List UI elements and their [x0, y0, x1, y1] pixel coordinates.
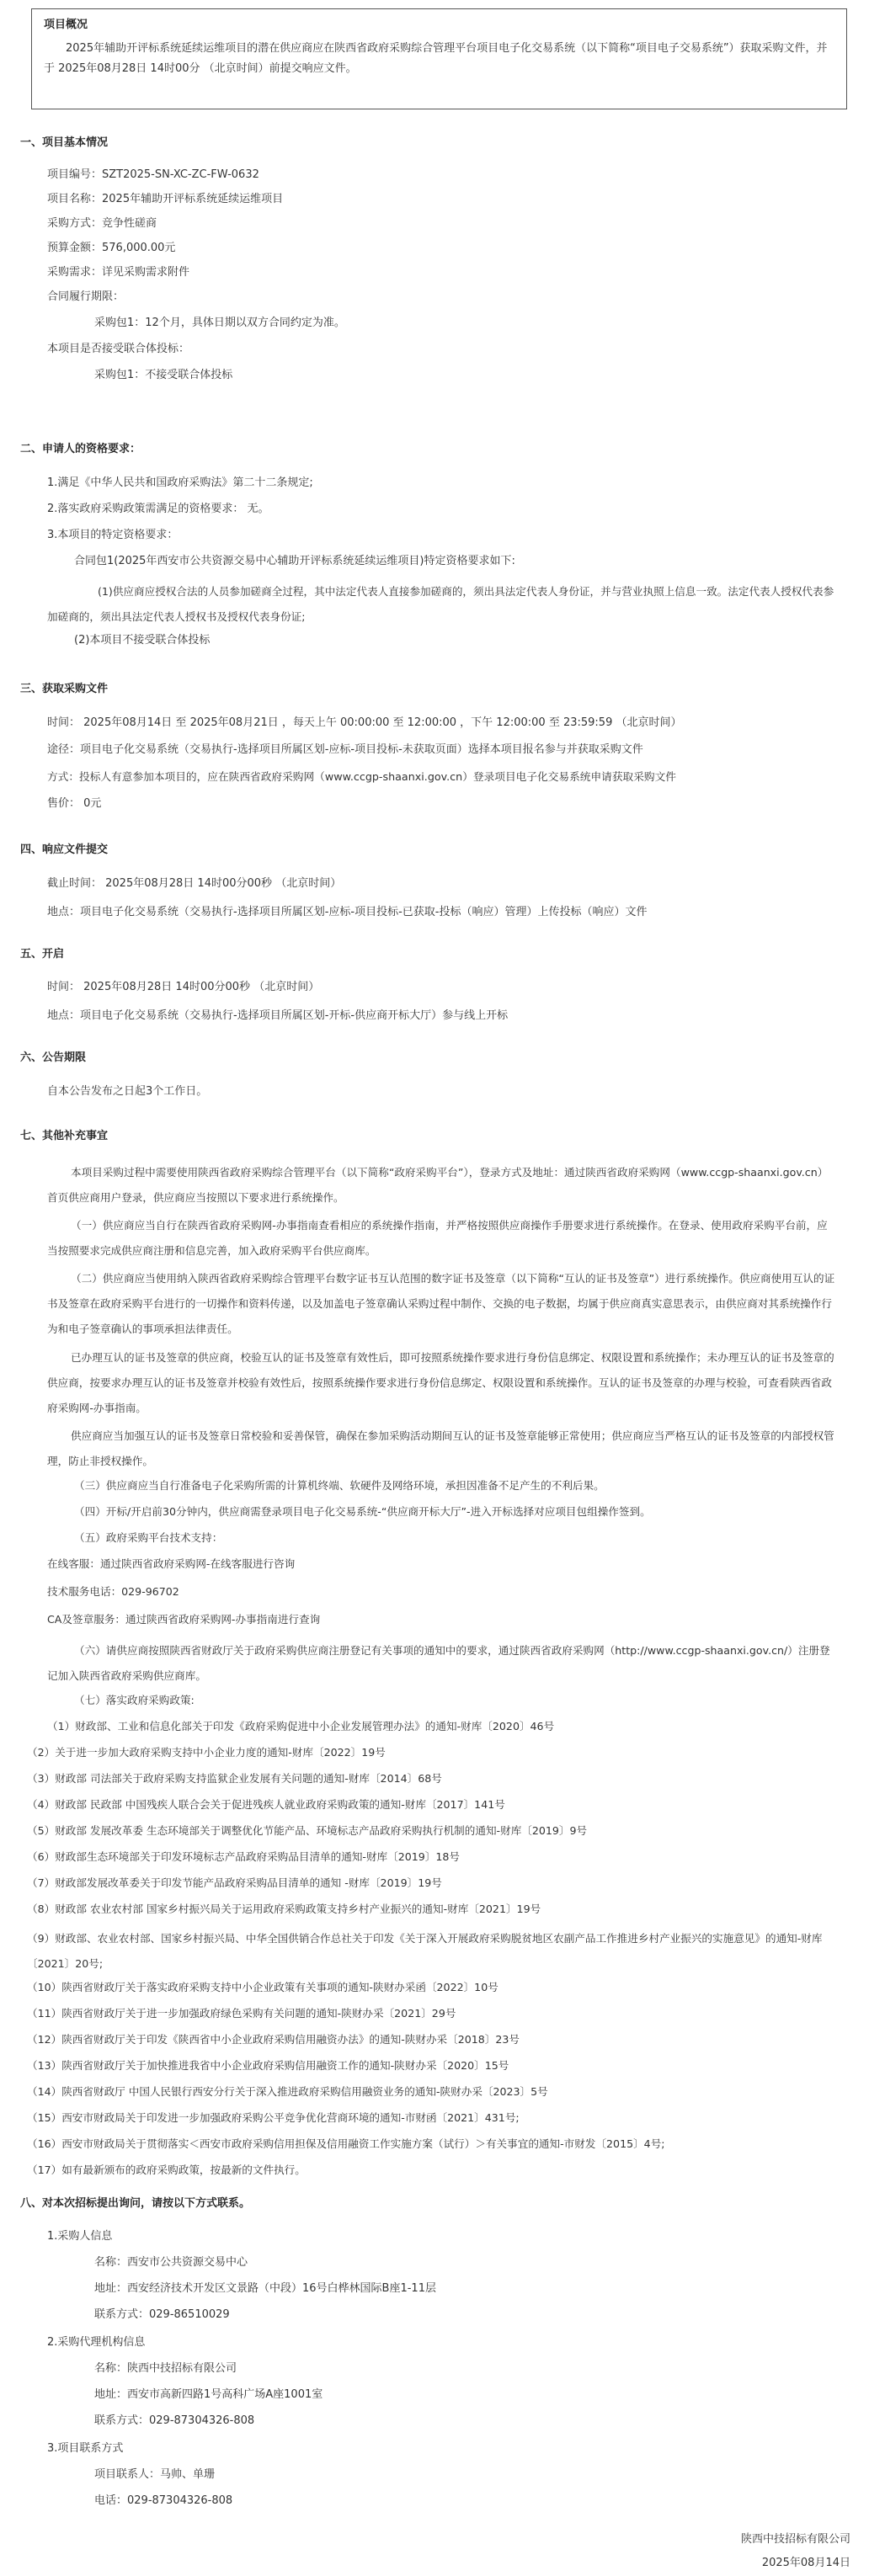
procurement-method: 采购方式：竞争性磋商 [47, 217, 157, 230]
agency-name: 名称：陕西中技招标有限公司 [94, 2362, 237, 2375]
guide-6: （六）请供应商按照陕西省财政厅关于政府采购供应商注册登记有关事项的通知中的要求，通过陕西省政府采购网（http://www.ccgp-shaanxi.gov.cn/）注册登记加入陕西省政府采购供应商库。 [47, 1644, 830, 1682]
purchaser-heading: 1.采购人信息 [47, 2230, 113, 2243]
agency-phone: 联系方式：029-87304326-808 [94, 2414, 255, 2427]
obtain-price: 售价： 0元 [47, 797, 102, 810]
policy-item: （7）财政部发展改革委关于印发节能产品政府采购品目清单的通知 -财库〔2019〕19号 [27, 1876, 442, 1889]
section-qualification [20, 440, 849, 459]
union-bid-value: 采购包1：不接受联合体投标 [94, 369, 233, 381]
budget-amount: 预算金额：576,000.00元 [47, 242, 176, 254]
policy-item: （5）财政部 发展改革委 生态环境部关于调整优化节能产品、环境标志产品政府采购执行机制的通知-财库〔2019〕9号 [27, 1824, 588, 1837]
section-heading: 三、获取采购文件 [20, 683, 109, 695]
section-heading: 七、其他补充事宜 [20, 1130, 109, 1142]
project-number: 项目编号：SZT2025-SN-XC-ZC-FW-0632 [47, 168, 259, 181]
section-supplementary [20, 1127, 849, 1146]
policy-item: （4）财政部 民政部 中国残疾人联合会关于促进残疾人就业政府采购政策的通知-财库〔2017〕141号 [27, 1798, 505, 1811]
section-heading: 一、项目基本情况 [20, 136, 109, 149]
section-opening [20, 945, 849, 964]
project-contact-heading: 3.项目联系方式 [47, 2442, 124, 2455]
policy-item: （13）陕西省财政厅关于加快推进我省中小企业政府采购信用融资工作的通知-陕财办采〔2020〕15号 [27, 2059, 509, 2072]
guide-2-cert: 已办理互认的证书及签章的供应商，校验互认的证书及签章有效性后，即可按照系统操作要求进行身份信息绑定、权限设置和系统操作；未办理互认的证书及签章的供应商，按要求办理互认的证书及签章并校验有效性后，按照系统操作要求进行身份信息绑定、权限设置和系统操作。互认的证书及签章的办理与校验，可查看陕西省政府采购网-办事指南。 [47, 1351, 834, 1414]
opening-time: 时间： 2025年08月28日 14时00分00秒 （北京时间） [47, 981, 320, 993]
section-contacts [20, 2195, 849, 2213]
section-supplementary-body [20, 1160, 849, 2187]
opening-place: 地点：项目电子化交易系统（交易执行-选择项目所属区划-开标-供应商开标大厅）参与线上开标 [47, 1009, 509, 1022]
section-heading: 六、公告期限 [20, 1051, 87, 1064]
procurement-demand: 采购需求：详见采购需求附件 [47, 266, 190, 279]
issuer-name: 陕西中技招标有限公司 [740, 2533, 850, 2546]
policy-item: （12）陕西省财政厅关于印发《陕西省中小企业政府采购信用融资办法》的通知-陕财办采〔2018〕23号 [27, 2033, 520, 2046]
contract-period-value: 采购包1：12个月，具体日期以双方合同约定为准。 [94, 317, 345, 329]
policy-item: （1）财政部、工业和信息化部关于印发《政府采购促进中小企业发展管理办法》的通知-财库〔2020〕46号 [47, 1720, 555, 1732]
policy-item: （6）财政部生态环境部关于印发环境标志产品政府采购品目清单的通知-财库〔2019〕18号 [27, 1850, 461, 1863]
purchaser-name: 名称：西安市公共资源交易中心 [94, 2256, 248, 2269]
obtain-time: 时间： 2025年08月14日 至 2025年08月21日 ，每天上午 00:00:00 至 12:00:00 ，下午 12:00:00 至 23:59:59 （北京时间） [47, 716, 682, 729]
summary-title: 项目概况 [44, 19, 88, 31]
package-requirement: 合同包1(2025年西安市公共资源交易中心辅助开评标系统延续运维项目)特定资格要求如下: [74, 555, 515, 567]
policy-item: （16）西安市财政局关于贯彻落实＜西安市政府采购信用担保及信用融资工作实施方案（试行）＞有关事宜的通知-市财发〔2015〕4号; [27, 2137, 665, 2150]
section-heading: 五、开启 [20, 948, 65, 961]
notice-period-text: 自本公告发布之日起3个工作日。 [47, 1085, 208, 1098]
issue-date: 2025年08月14日 [761, 2557, 850, 2569]
section-heading: 八、对本次招标提出询问，请按以下方式联系。 [20, 2197, 251, 2210]
agency-heading: 2.采购代理机构信息 [47, 2336, 146, 2349]
summary-text: 2025年辅助开评标系统延续运维项目的潜在供应商应在陕西省政府采购综合管理平台项目电子化交易系统（以下简称“项目电子交易系统”）获取采购文件，并于 2025年08月28日 14时00分 （北京时间）前提交响应文件。 [44, 42, 828, 75]
agency-address: 地址：西安市高新四路1号高科广场A座1001室 [94, 2388, 323, 2401]
submission-place: 地点：项目电子化交易系统（交易执行-选择项目所属区划-应标-项目投标-已获取-投标（响应）管理）上传投标（响应）文件 [47, 906, 648, 918]
qualification-1: 1.满足《中华人民共和国政府采购法》第二十二条规定; [47, 476, 313, 489]
section-heading: 四、响应文件提交 [20, 844, 109, 856]
policy-item: （17）如有最新颁布的政府采购政策，按最新的文件执行。 [27, 2164, 306, 2176]
guide-4: （四）开标/开启前30分钟内，供应商需登录项目电子化交易系统-“供应商开标大厅”-进入开标选择对应项目包组操作签到。 [74, 1505, 651, 1518]
section-obtain-documents [20, 680, 849, 699]
guide-5: （五）政府采购平台技术支持： [74, 1531, 223, 1544]
section-submission-body [20, 875, 849, 930]
section-basic-info-body [20, 166, 849, 392]
online-service: 在线客服：通过陕西省政府采购网-在线客服进行咨询 [47, 1557, 296, 1570]
project-summary-box [31, 8, 847, 109]
qualification-2: 2.落实政府采购政策需满足的资格要求： 无。 [47, 503, 269, 515]
policy-list [20, 1717, 837, 2187]
section-basic-info [20, 134, 849, 152]
requirement-2: (2)本项目不接受联合体投标 [74, 634, 211, 647]
section-heading: 二、申请人的资格要求： [20, 443, 141, 455]
section-submission [20, 841, 849, 860]
policy-item: （2）关于进一步加大政府采购支持中小企业力度的通知-财库〔2022〕19号 [27, 1746, 386, 1759]
union-bid-heading: 本项目是否接受联合体投标： [47, 343, 190, 355]
requirement-1: (1)供应商应授权合法的人员参加磋商全过程，其中法定代表人直接参加磋商的，须出具法定代表人身份证，并与营业执照上信息一致。法定代表人授权代表参加磋商的，须出具法定代表人授权书及授权代表身份证; [47, 585, 834, 623]
policy-item: （3）财政部 司法部关于政府采购支持监狱企业发展有关问题的通知-财库〔2014〕68号 [27, 1772, 442, 1785]
project-name: 项目名称：2025年辅助开评标系统延续运维项目 [47, 193, 284, 205]
section-qualification-body [20, 474, 849, 657]
platform-intro: 本项目采购过程中需要使用陕西省政府采购综合管理平台（以下简称“政府采购平台”），登录方式及地址：通过陕西省政府采购网（www.ccgp-shaanxi.gov.cn）首页供应商用户登录，供应商应当按照以下要求进行系统操作。 [47, 1166, 829, 1204]
section-opening-body [20, 978, 849, 1034]
section-notice-period [20, 1049, 849, 1067]
qualification-3: 3.本项目的特定资格要求： [47, 529, 179, 541]
project-contact-person: 项目联系人：马帅、单珊 [94, 2468, 216, 2481]
submission-deadline: 截止时间： 2025年08月28日 14时00分00秒 （北京时间） [47, 877, 342, 890]
policy-item: （9）财政部、农业农村部、国家乡村振兴局、中华全国供销合作总社关于印发《关于深入开展政府采购脱贫地区农副产品工作推进乡村产业振兴的实施意见》的通知-财库〔2021〕20号; [27, 1932, 823, 1970]
guide-7: （七）落实政府采购政策: [74, 1694, 195, 1706]
policy-item: （15）西安市财政局关于印发进一步加强政府采购公平竞争优化营商环境的通知-市财函〔2021〕431号; [27, 2111, 520, 2124]
purchaser-phone: 联系方式：029-86510029 [94, 2308, 230, 2321]
obtain-mode: 方式：投标人有意参加本项目的，应在陕西省政府采购网（www.ccgp-shaanxi.gov.cn）登录项目电子化交易系统申请获取采购文件 [47, 770, 676, 783]
ca-service: CA及签章服务：通过陕西省政府采购网-办事指南进行查询 [47, 1613, 321, 1626]
signature-block [598, 2531, 850, 2574]
guide-2: （二）供应商应当使用纳入陕西省政府采购综合管理平台数字证书互认范围的数字证书及签章（以下简称“互认的证书及签章”）进行系统操作。供应商使用互认的证书及签章在政府采购平台进行的一切操作和资料传递，以及加盖电子签章确认采购过程中制作、交换的电子数据，均属于供应商真实意思表示，由供应商对其系统操作行为和电子签章确认的事项承担法律责任。 [47, 1272, 835, 1335]
contract-period-heading: 合同履行期限： [47, 290, 125, 303]
policy-item: （11）陕西省财政厅关于进一步加强政府绿色采购有关问题的通知-陕财办采〔2021〕29号 [27, 2007, 456, 2020]
guide-3: （三）供应商应当自行准备电子化采购所需的计算机终端、软硬件及网络环境，承担因准备不足产生的不利后果。 [74, 1479, 605, 1492]
tech-phone: 技术服务电话：029-96702 [47, 1585, 179, 1598]
project-contact-phone: 电话：029-87304326-808 [94, 2494, 233, 2507]
section-notice-period-body [20, 1083, 849, 1101]
policy-item: （10）陕西省财政厅关于落实政府采购支持中小企业政策有关事项的通知-陕财办采函〔2022〕10号 [27, 1981, 498, 1993]
guide-1: （一）供应商应当自行在陕西省政府采购网-办事指南查看相应的系统操作指南，并严格按照供应商操作手册要求进行系统操作。在登录、使用政府采购平台前，应当按照要求完成供应商注册和信息完善，加入政府采购平台供应商库。 [47, 1219, 828, 1257]
policy-item: （8）财政部 农业农村部 国家乡村振兴局关于运用政府采购政策支持乡村产业振兴的通知-财库〔2021〕19号 [27, 1903, 541, 1915]
section-obtain-documents-body [20, 714, 849, 822]
section-contacts-body [20, 2227, 849, 2518]
obtain-way: 途径：项目电子化交易系统（交易执行-选择项目所属区划-应标-项目投标-未获取页面）选择本项目报名参与并获取采购文件 [47, 743, 643, 756]
purchaser-address: 地址：西安经济技术开发区文景路（中段）16号白桦林国际B座1-11层 [94, 2282, 436, 2295]
guide-2-keep: 供应商应当加强互认的证书及签章日常校验和妥善保管，确保在参加采购活动期间互认的证书及签章能够正常使用；供应商应当严格互认的证书及签章的内部授权管理，防止非授权操作。 [47, 1429, 834, 1467]
policy-item: （14）陕西省财政厅 中国人民银行西安分行关于深入推进政府采购信用融资业务的通知-陕财办采〔2023〕5号 [27, 2085, 548, 2098]
